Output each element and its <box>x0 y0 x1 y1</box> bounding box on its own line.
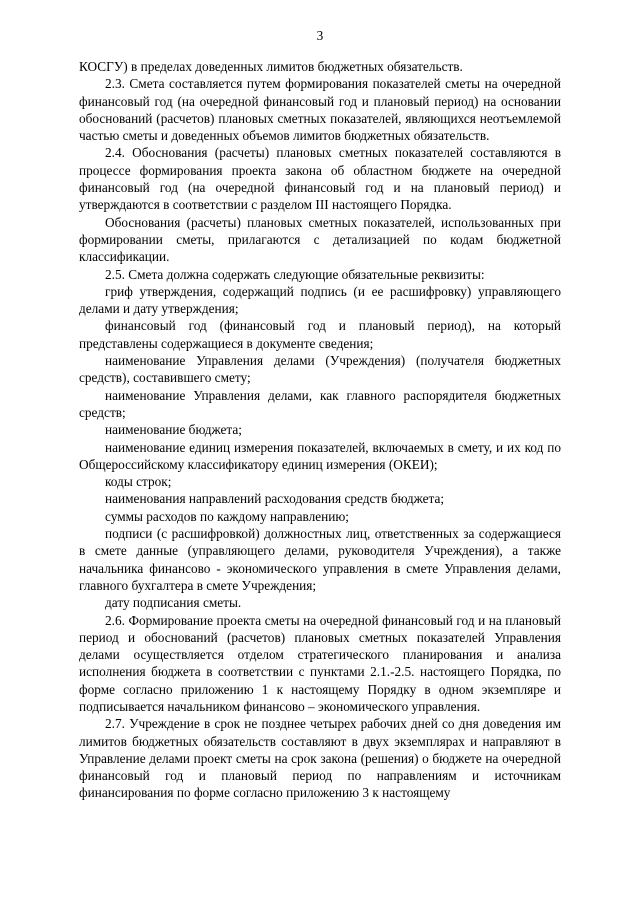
paragraph: наименование Управления делами, как главного распорядителя бюджетных средств; <box>79 387 561 420</box>
page-number: 3 <box>316 28 324 43</box>
paragraph: 2.4. Обоснования (расчеты) плановых сметных показателей составляются в процессе формирования проекта закона об областном бюджете на очередной финансовый год (на очередной финансовый год и на плановый период) и утверждаются в соответствии с разделом III настоящего Порядка. <box>79 145 561 213</box>
paragraph: финансовый год (финансовый год и плановый период), на который представлены содержащиеся в документе сведения; <box>79 318 561 351</box>
paragraph: Обоснования (расчеты) плановых сметных показателей, использованных при формировании сметы, прилагаются с детализацией по кодам бюджетной классификации. <box>79 214 561 265</box>
paragraph: 2.7. Учреждение в срок не позднее четырех рабочих дней со дня доведения им лимитов бюджетных обязательств составляют в двух экземплярах и направляют в Управление делами проект сметы на срок закона (решения) о бюджете на очередной финансовый год и плановый период по направлениям и источникам финансирования по форме согласно приложению 3 к настоящему <box>79 716 561 801</box>
paragraph: коды строк; <box>105 474 172 490</box>
paragraph: КОСГУ) в пределах доведенных лимитов бюджетных обязательств. <box>79 59 463 74</box>
paragraph: наименования направлений расходования средств бюджета; <box>105 491 445 507</box>
paragraph: гриф утверждения, содержащий подпись (и ее расшифровку) управляющего делами и дату утверждения; <box>79 283 561 317</box>
paragraph: наименование единиц измерения показателей, включаемых в смету, и их код по Общероссийскому классификатору единиц измерения (ОКЕИ); <box>79 439 561 472</box>
paragraph: 2.6. Формирование проекта сметы на очередной финансовый год и на плановый период и обоснований (расчетов) плановых сметных показателей Управления делами осуществляется отделом стратегического планирования и анализа исполнения бюджета в соответствии с пунктами 2.1.-2.5. настоящего Порядка, по форме согласно приложению 1 к настоящему Порядку в одном экземпляре и подписывается начальником финансово – экономического управления. <box>79 612 561 714</box>
paragraph: 2.3. Смета составляется путем формирования показателей сметы на очередной финансовый год (на очередной финансовый год и плановый период) на основании обоснований (расчетов) плановых сметных показателей, являющихся неотъемлемой частью сметы и доведенных объемов лимитов бюджетных обязательств. <box>79 76 561 144</box>
paragraph: дату подписания сметы. <box>105 595 242 611</box>
paragraph: наименование Управления делами (Учреждения) (получателя бюджетных средств), составившего смету; <box>79 353 561 386</box>
paragraph: суммы расходов по каждому направлению; <box>105 508 349 524</box>
paragraph: 2.5. Смета должна содержать следующие обязательные реквизиты: <box>105 266 485 282</box>
paragraph: подписи (с расшифровкой) должностных лиц, ответственных за содержащиеся в смете данные (управляющего делами, руководителя Учреждения), а также начальника финансово - экономического управления в смете Управления делами, главного бухгалтера в смете Учреждения; <box>79 526 561 593</box>
paragraph: наименование бюджета; <box>105 422 242 438</box>
document-body <box>79 58 561 802</box>
